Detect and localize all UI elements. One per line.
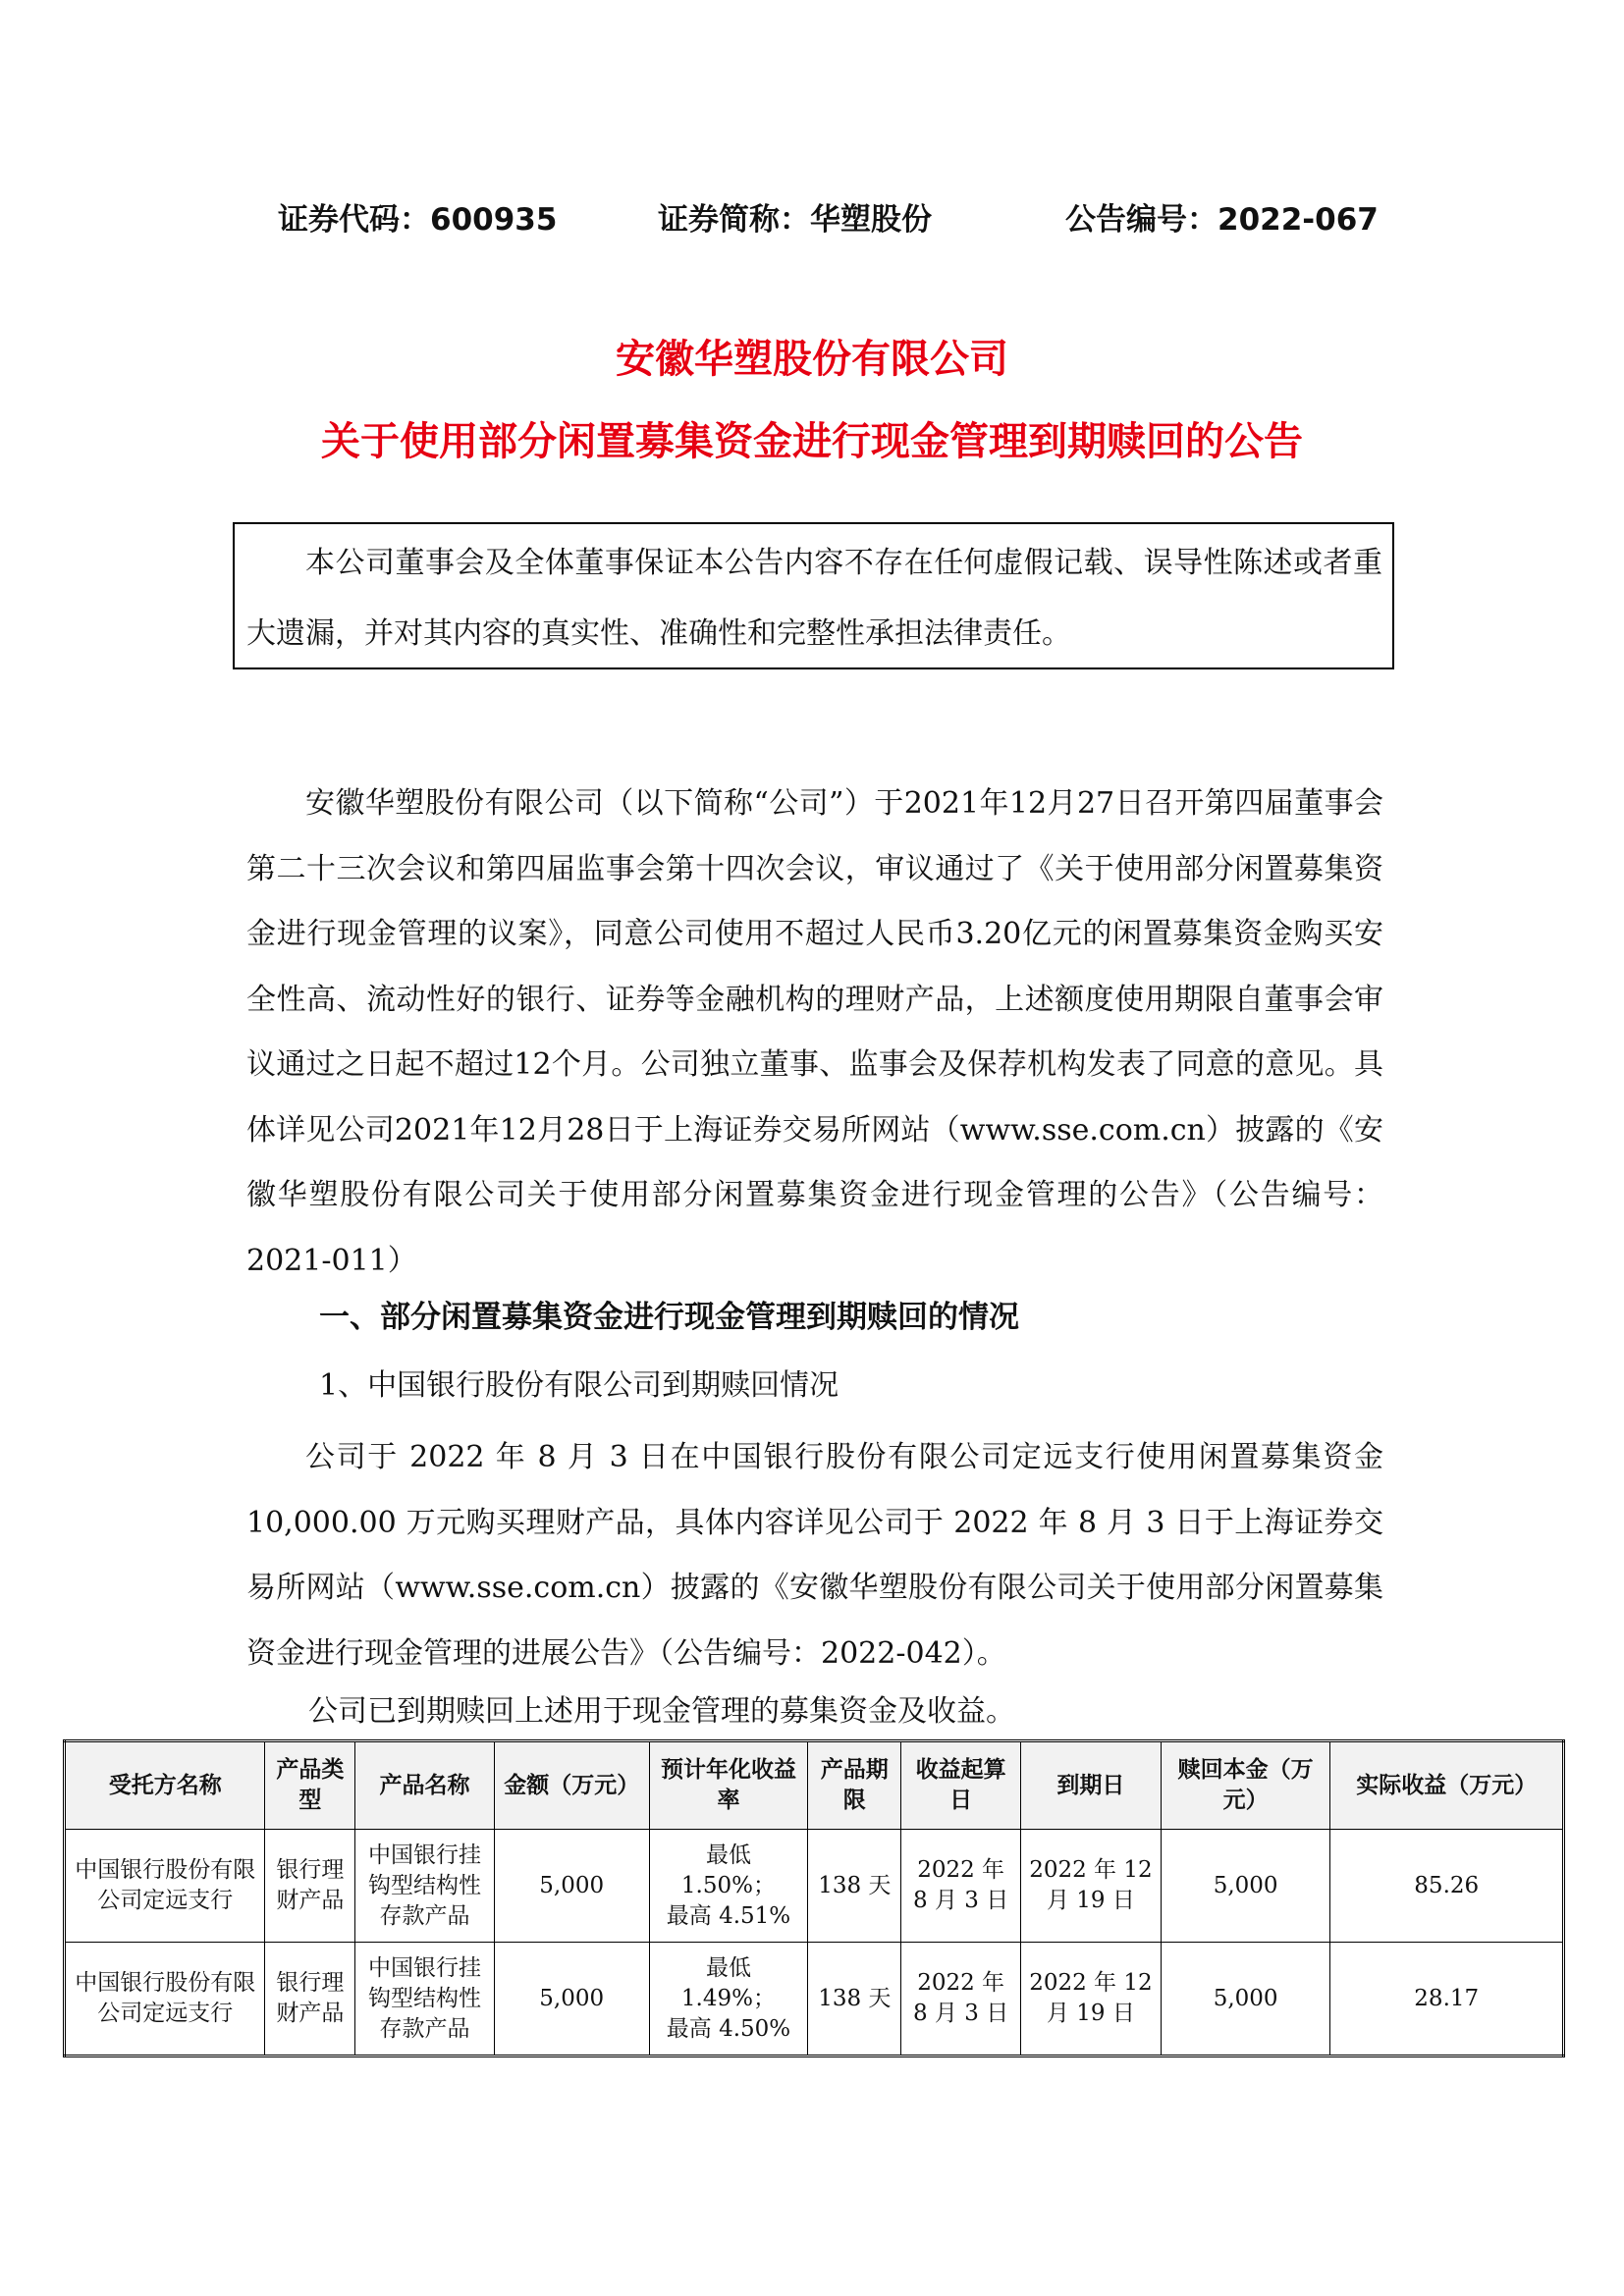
column-header: 产品期限 xyxy=(808,1741,901,1830)
table-cell: 5,000 xyxy=(1161,1830,1330,1943)
table-cell: 银行理财产品 xyxy=(265,1943,355,2056)
table-cell: 中国银行股份有限公司定远支行 xyxy=(65,1830,265,1943)
column-header: 产品名称 xyxy=(355,1741,495,1830)
announcement-number: 公告编号：2022-067 xyxy=(1065,202,1379,238)
intro-paragraph: 安徽华塑股份有限公司（以下简称“公司”）于2021年12月27日召开第四届董事会第二十三次会议和第四届监事会第十四次会议，审议通过了《关于使用部分闲置募集资金进行现金管理的议案》，同意公司使用不超过人民币3.20亿元的闲置募集资金购买安全性高、流动性好的银行、证券等金融机构的理财产品，上述额度使用期限自董事会审议通过之日起不超过12个月。公司独立董事、监事会及保荐机构发表了同意的意见。具体详见公司2021年12月28日于上海证券交易所网站（www.sse.com.cn）披露的《安徽华塑股份有限公司关于使用部分闲置募集资金进行现金管理的公告》（公告编号：2021-011） xyxy=(246,786,1383,1278)
table-row xyxy=(65,1830,1564,1943)
column-header: 产品类型 xyxy=(265,1741,355,1830)
table-cell: 最低 1.50%； 最高 4.51% xyxy=(649,1830,808,1943)
table-cell: 银行理财产品 xyxy=(265,1830,355,1943)
column-header: 实际收益（万元） xyxy=(1330,1741,1564,1830)
security-code: 证券代码：600935 xyxy=(278,202,558,238)
company-title: 安徽华塑股份有限公司 xyxy=(616,337,1008,382)
board-statement: 本公司董事会及全体董事保证本公告内容不存在任何虚假记载、误导性陈述或者重大遗漏，并对其内容的真实性、准确性和完整性承担法律责任。 xyxy=(246,546,1382,651)
table-cell: 中国银行挂钩型结构性存款产品 xyxy=(355,1830,495,1943)
table-cell: 138 天 xyxy=(808,1943,901,2056)
table-row xyxy=(65,1943,1564,2056)
board-statement-box xyxy=(233,522,1394,669)
announcement-title: 关于使用部分闲置募集资金进行现金管理到期赎回的公告 xyxy=(321,419,1303,464)
table-cell: 2022 年 12 月 19 日 xyxy=(1021,1830,1162,1943)
column-header: 赎回本金（万元） xyxy=(1161,1741,1330,1830)
intro-section xyxy=(246,772,1383,1294)
column-header: 受托方名称 xyxy=(65,1741,265,1830)
table-cell: 5,000 xyxy=(494,1830,649,1943)
column-header: 到期日 xyxy=(1021,1741,1162,1830)
table-cell: 中国银行股份有限公司定远支行 xyxy=(65,1943,265,2056)
section-heading: 一、部分闲置募集资金进行现金管理到期赎回的情况 xyxy=(319,1300,1019,1335)
purchase-paragraph: 公司于 2022 年 8 月 3 日在中国银行股份有限公司定远支行使用闲置募集资金 10,000.00 万元购买理财产品，具体内容详见公司于 2022 年 8 月 3 日于上海证券交易所网站（www.sse.com.cn）披露的《安徽华塑股份有限公司关于使用部分闲置募集资金进行现金管理的进展公告》（公告编号：2022-042）。 xyxy=(246,1440,1383,1671)
column-header: 收益起算日 xyxy=(901,1741,1021,1830)
table-cell: 最低 1.49%； 最高 4.50% xyxy=(649,1943,808,2056)
sub-heading: 1、中国银行股份有限公司到期赎回情况 xyxy=(319,1368,839,1403)
table-header-row xyxy=(65,1741,1564,1830)
document-header xyxy=(0,194,1624,243)
table-cell: 2022 年 8 月 3 日 xyxy=(901,1943,1021,2056)
column-header: 金额（万元） xyxy=(494,1741,649,1830)
security-short-name: 证券简称：华塑股份 xyxy=(658,202,932,238)
column-header: 预计年化收益率 xyxy=(649,1741,808,1830)
table-cell: 85.26 xyxy=(1330,1830,1564,1943)
table-cell: 中国银行挂钩型结构性存款产品 xyxy=(355,1943,495,2056)
redemption-table xyxy=(63,1739,1565,2057)
purchase-section xyxy=(246,1425,1383,1686)
table-cell: 138 天 xyxy=(808,1830,901,1943)
table-cell: 5,000 xyxy=(494,1943,649,2056)
table-cell: 2022 年 8 月 3 日 xyxy=(901,1830,1021,1943)
table-cell: 5,000 xyxy=(1161,1943,1330,2056)
redemption-statement: 公司已到期赎回上述用于现金管理的募集资金及收益。 xyxy=(308,1694,1015,1729)
table-cell: 2022 年 12 月 19 日 xyxy=(1021,1943,1162,2056)
table-cell: 28.17 xyxy=(1330,1943,1564,2056)
